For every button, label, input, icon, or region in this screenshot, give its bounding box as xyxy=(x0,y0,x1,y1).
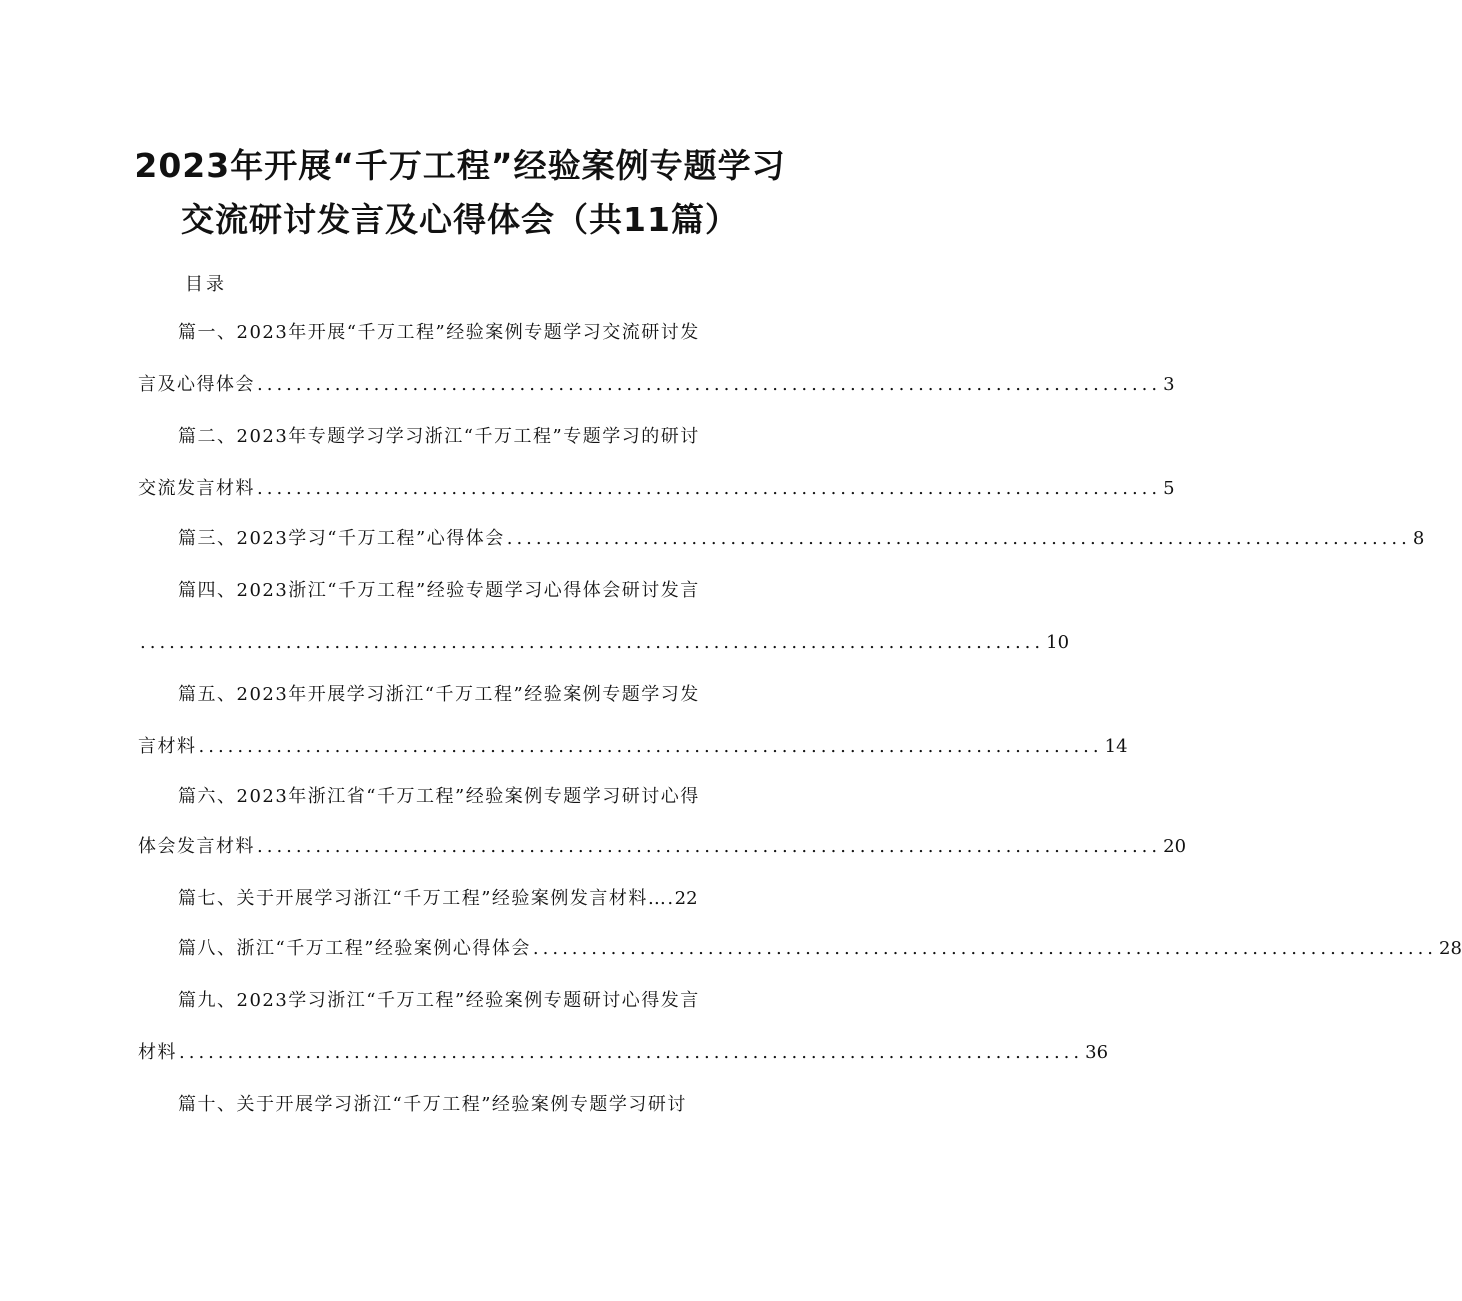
toc-entry-text: 材料 xyxy=(138,1042,177,1063)
toc-page-number: 20 xyxy=(1163,836,1187,857)
toc-entry-text: 篇三、2023学习“千万工程”心得体会 xyxy=(178,528,505,549)
toc-entry-6-line-2[interactable] xyxy=(138,834,1187,860)
toc-page-number: 5 xyxy=(1163,478,1175,499)
toc-page-number: 10 xyxy=(1046,632,1070,653)
toc-entry-text: 篇八、浙江“千万工程”经验案例心得体会 xyxy=(178,938,531,959)
toc-entry-9-line-1[interactable]: 篇九、2023学习浙江“千万工程”经验案例专题研讨心得发言 xyxy=(178,990,700,1011)
toc-entry-9-line-2[interactable] xyxy=(138,1040,1109,1066)
toc-entry-8[interactable] xyxy=(178,936,1462,962)
toc-page-number: 3 xyxy=(1163,374,1175,395)
toc-page-number: 14 xyxy=(1104,736,1128,757)
toc-entry-4-line-1[interactable]: 篇四、2023浙江“千万工程”经验专题学习心得体会研讨发言 xyxy=(178,580,700,601)
toc-entry-text: 交流发言材料 xyxy=(138,478,255,499)
toc-entry-text: 言材料 xyxy=(138,736,197,757)
toc-entry-2-line-2[interactable] xyxy=(138,476,1175,502)
toc-entry-2-line-1[interactable]: 篇二、2023年专题学习学习浙江“千万工程”专题学习的研讨 xyxy=(178,426,700,447)
toc-heading: 目录 xyxy=(185,274,227,295)
toc-page-number: 22 xyxy=(674,888,698,909)
toc-entry-1-line-1[interactable]: 篇一、2023年开展“千万工程”经验案例专题学习交流研讨发 xyxy=(178,322,700,343)
toc-entry-4-line-2[interactable] xyxy=(138,630,1070,656)
dot-leader: ............................................................................................. xyxy=(506,528,1411,549)
toc-entry-10-line-1[interactable]: 篇十、关于开展学习浙江“千万工程”经验案例专题学习研讨 xyxy=(178,1094,687,1115)
toc-entry-text: 篇七、关于开展学习浙江“千万工程”经验案例发言材料…. xyxy=(178,888,675,909)
document-title-line-2: 交流研讨发言及心得体会（共11篇） xyxy=(181,200,739,239)
toc-entry-text: 言及心得体会 xyxy=(138,374,255,395)
toc-entry-1-line-2[interactable] xyxy=(138,372,1175,398)
toc-page-number: 8 xyxy=(1412,528,1425,549)
toc-entry-5-line-2[interactable] xyxy=(138,734,1128,760)
toc-page-number: 28 xyxy=(1439,938,1462,959)
toc-entry-6-line-1[interactable]: 篇六、2023年浙江省“千万工程”经验案例专题学习研讨心得 xyxy=(178,786,700,807)
toc-entry-3[interactable] xyxy=(178,526,1425,552)
dot-leader: ............................................................................................. xyxy=(140,632,1045,653)
dot-leader: ............................................................................................. xyxy=(257,374,1162,395)
toc-entry-5-line-1[interactable]: 篇五、2023年开展学习浙江“千万工程”经验案例专题学习发 xyxy=(178,684,700,705)
toc-entry-7[interactable] xyxy=(178,886,772,912)
dot-leader: ............................................................................................. xyxy=(179,1042,1084,1063)
document-title-line-1: 2023年开展“千万工程”经验案例专题学习 xyxy=(134,146,786,185)
toc-entry-text: 体会发言材料 xyxy=(138,836,255,857)
dot-leader: ............................................................................................. xyxy=(257,478,1162,499)
dot-leader: ............................................................................................. xyxy=(257,836,1162,857)
dot-leader: ............................................................................................. xyxy=(532,938,1438,959)
toc-page-number: 36 xyxy=(1085,1042,1109,1063)
dot-leader: ............................................................................................. xyxy=(198,736,1103,757)
